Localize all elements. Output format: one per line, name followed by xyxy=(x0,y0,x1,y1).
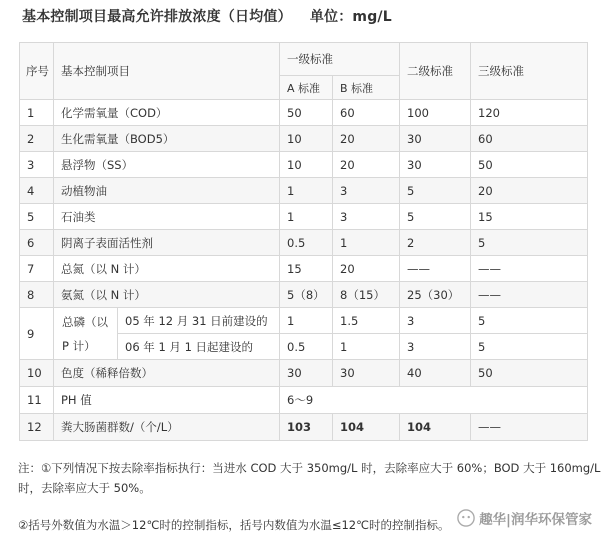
table-row xyxy=(20,282,588,308)
row-grade1-a: 0.5 xyxy=(280,334,333,360)
row-no: 3 xyxy=(20,152,54,178)
row-grade3: 50 xyxy=(471,152,588,178)
row-item: 悬浮物（SS） xyxy=(54,152,280,178)
row-grade1-b: 1.5 xyxy=(333,308,400,334)
standards-table xyxy=(19,42,588,441)
table-row xyxy=(20,204,588,230)
row-grade3: 5 xyxy=(471,308,588,334)
row-no: 1 xyxy=(20,100,54,126)
row-item: 生化需氧量（BOD5） xyxy=(54,126,280,152)
title-text: 基本控制项目最高允许排放浓度（日均值） xyxy=(22,9,292,25)
row-no: 11 xyxy=(20,387,54,414)
row-grade1-b: 20 xyxy=(333,152,400,178)
row-no: 4 xyxy=(20,178,54,204)
row-grade1-a: 1 xyxy=(280,204,333,230)
header-grade1: 一级标准 xyxy=(280,43,400,76)
row-grade3: 120 xyxy=(471,100,588,126)
row-no: 7 xyxy=(20,256,54,282)
row-grade3: 50 xyxy=(471,360,588,387)
row-grade2: 5 xyxy=(400,178,471,204)
header-grade1-b: B 标准 xyxy=(333,76,400,100)
header-grade2: 二级标准 xyxy=(400,43,471,100)
row-grade1-a: 1 xyxy=(280,308,333,334)
row-grade1-b: 3 xyxy=(333,178,400,204)
watermark xyxy=(457,508,592,528)
row-value-merged: 6～9 xyxy=(280,387,588,414)
row-grade2: —— xyxy=(400,256,471,282)
table-row xyxy=(20,152,588,178)
row-grade1-a: 10 xyxy=(280,152,333,178)
note-2: ②括号外数值为水温＞12℃时的控制指标，括号内数值为水温≤12℃时的控制指标。 xyxy=(18,518,450,532)
row-grade3: 20 xyxy=(471,178,588,204)
note-1-line-1: 注：①下列情况下按去除率指标执行：当进水 COD 大于 350mg/L 时，去除率应大于 60%；BOD 大于 160mg/L xyxy=(18,461,601,475)
row-grade1-b: 60 xyxy=(333,100,400,126)
unit-text: 单位：mg/L xyxy=(309,9,392,25)
table-row xyxy=(20,230,588,256)
row-item: PH 值 xyxy=(54,387,280,414)
row-grade1-b: 104 xyxy=(333,414,400,441)
table-row xyxy=(20,308,588,334)
row-no: 5 xyxy=(20,204,54,230)
row-grade3: —— xyxy=(471,414,588,441)
row-grade2: 5 xyxy=(400,204,471,230)
row-sub-label: 06 年 1 月 1 日起建设的 xyxy=(118,334,280,360)
row-item: 化学需氧量（COD） xyxy=(54,100,280,126)
row-no: 2 xyxy=(20,126,54,152)
note-1-line-2: 时，去除率应大于 50%。 xyxy=(18,481,151,495)
row-item: 色度（稀释倍数） xyxy=(54,360,280,387)
header-no: 序号 xyxy=(20,43,54,100)
row-grade2: 104 xyxy=(400,414,471,441)
row-no: 9 xyxy=(20,308,54,360)
row-grade1-b: 3 xyxy=(333,204,400,230)
row-grade1-b: 8（15） xyxy=(333,282,400,308)
row-item: 动植物油 xyxy=(54,178,280,204)
row-grade1-a: 103 xyxy=(280,414,333,441)
row-item: 阴离子表面活性剂 xyxy=(54,230,280,256)
table-row xyxy=(20,414,588,441)
row-no: 6 xyxy=(20,230,54,256)
row-grade2: 3 xyxy=(400,308,471,334)
row-grade1-b: 20 xyxy=(333,256,400,282)
row-grade3: 5 xyxy=(471,334,588,360)
table-row xyxy=(20,126,588,152)
row-grade2: 2 xyxy=(400,230,471,256)
page-title xyxy=(22,6,392,26)
row-grade1-a: 50 xyxy=(280,100,333,126)
row-grade1-b: 1 xyxy=(333,230,400,256)
row-item: 氨氮（以 N 计） xyxy=(54,282,280,308)
note-1 xyxy=(18,458,600,498)
row-no: 10 xyxy=(20,360,54,387)
row-grade1-a: 15 xyxy=(280,256,333,282)
header-grade3: 三级标准 xyxy=(471,43,588,100)
row-grade1-a: 0.5 xyxy=(280,230,333,256)
wechat-icon xyxy=(457,509,475,527)
header-grade1-a: A 标准 xyxy=(280,76,333,100)
row-grade2: 100 xyxy=(400,100,471,126)
row-grade1-b: 30 xyxy=(333,360,400,387)
row-sub-label: 05 年 12 月 31 日前建设的 xyxy=(118,308,280,334)
row-grade2: 3 xyxy=(400,334,471,360)
table-row xyxy=(20,100,588,126)
row-grade2: 30 xyxy=(400,126,471,152)
row-item: 石油类 xyxy=(54,204,280,230)
table-row xyxy=(20,178,588,204)
row-grade2: 30 xyxy=(400,152,471,178)
row-grade3: —— xyxy=(471,282,588,308)
row-grade2: 40 xyxy=(400,360,471,387)
table-row xyxy=(20,360,588,387)
row-item: 总氮（以 N 计） xyxy=(54,256,280,282)
row-grade1-a: 10 xyxy=(280,126,333,152)
table-row xyxy=(20,256,588,282)
row-grade3: 15 xyxy=(471,204,588,230)
row-no: 8 xyxy=(20,282,54,308)
row-grade3: —— xyxy=(471,256,588,282)
row-grade2: 25（30） xyxy=(400,282,471,308)
row-grade3: 5 xyxy=(471,230,588,256)
row-item: 粪大肠菌群数/（个/L） xyxy=(54,414,280,441)
header-item: 基本控制项目 xyxy=(54,43,280,100)
row-grade1-a: 1 xyxy=(280,178,333,204)
row-grade3: 60 xyxy=(471,126,588,152)
watermark-text: 趣华|润华环保管家 xyxy=(479,512,592,528)
row-grade1-a: 5（8） xyxy=(280,282,333,308)
row-no: 12 xyxy=(20,414,54,441)
table-row xyxy=(20,387,588,414)
row-grade1-b: 20 xyxy=(333,126,400,152)
row-grade1-a: 30 xyxy=(280,360,333,387)
row-grade1-b: 1 xyxy=(333,334,400,360)
row-item-phosphorus: 总磷（以 P 计） xyxy=(54,308,118,360)
